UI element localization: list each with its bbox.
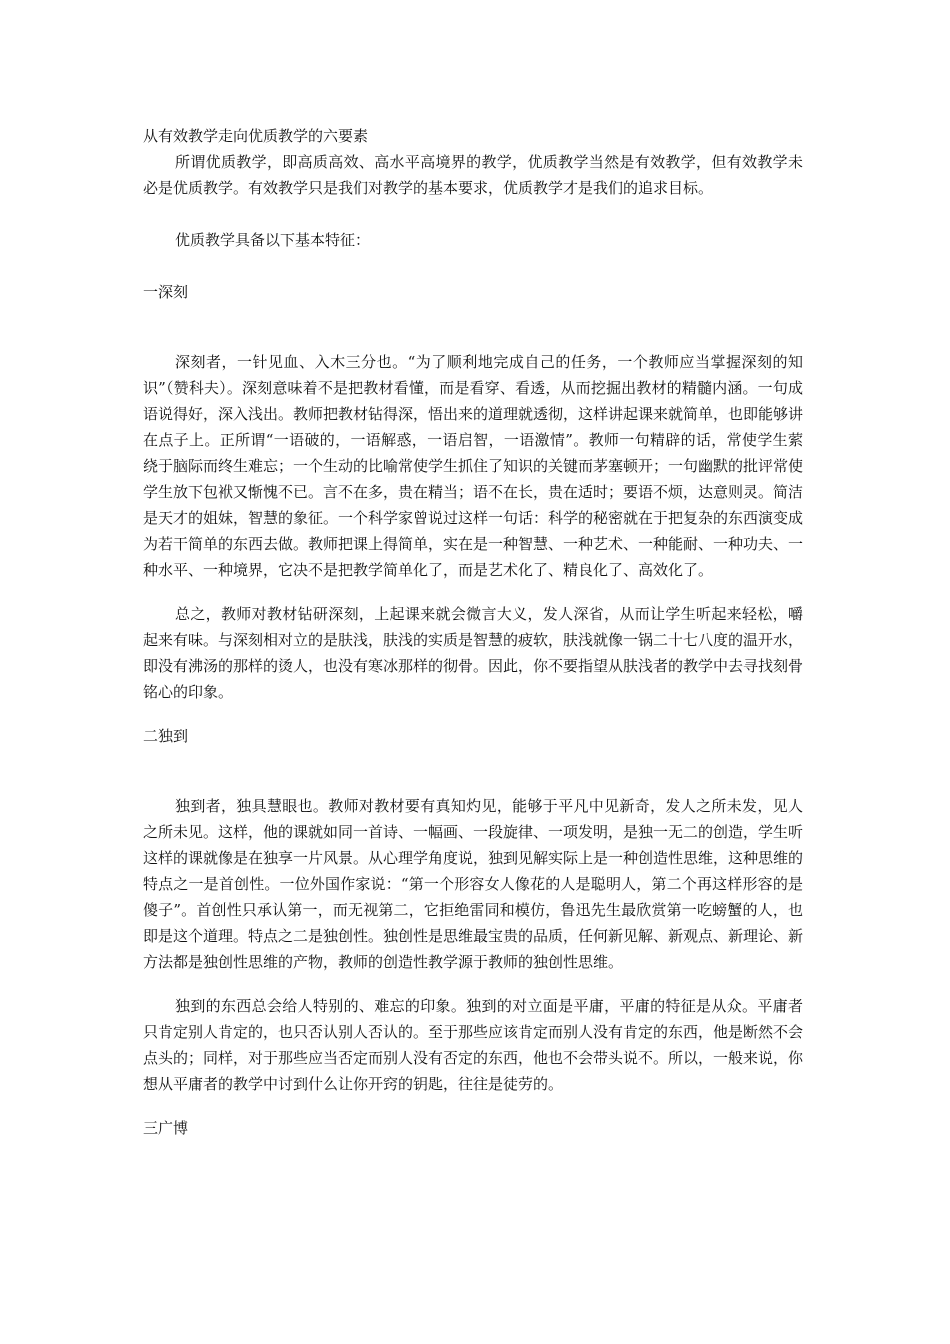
section-2-paragraph-2: 独到的东西总会给人特别的、难忘的印象。独到的对立面是平庸，平庸的特征是从众。平庸者只肯定别人肯定的，也只否认别人否认的。至于那些应该肯定而别人没有肯定的东西，他是断然不会点头的；同样，对于那些应当否定而别人没有否定的东西，他也不会带头说不。所以，一般来说，你想从平庸者的教学中讨到什么让你开窍的钥匙，往往是徒劳的。 [143,997,804,1093]
intro-paragraph: 所谓优质教学，即高质高效、高水平高境界的教学，优质教学当然是有效教学，但有效教学未必是优质教学。有效教学只是我们对教学的基本要求，优质教学才是我们的追求目标。 [143,153,803,197]
document-title: 从有效教学走向优质教学的六要素 [143,127,369,145]
section-heading-3: 三广博 [143,1119,189,1137]
spacer [143,253,803,279]
spacer [143,201,803,227]
spacer [143,975,803,993]
spacer [143,583,803,601]
section-heading-2: 二独到 [143,727,189,745]
section-1-paragraph-2: 总之，教师对教材钻研深刻，上起课来就会微言大义，发人深省，从而让学生听起来轻松，嚼起来有味。与深刻相对立的是肤浅，肤浅的实质是智慧的疲软，肤浅就像一锅二十七八度的温开水，即没有沸汤的那样的烫人，也没有寒冰那样的彻骨。因此，你不要指望从肤浅者的教学中去寻找刻骨铭心的印象。 [143,605,804,701]
spacer [143,1097,803,1115]
document-page [143,123,803,1141]
spacer [143,749,803,793]
spacer [143,305,803,349]
section-heading-1: 一深刻 [143,283,189,301]
section-2-paragraph-1: 独到者，独具慧眼也。教师对教材要有真知灼见，能够于平凡中见新奇，发人之所未发，见人之所未见。这样，他的课就如同一首诗、一幅画、一段旋律、一项发明，是独一无二的创造，学生听这样的课就像是在独享一片风景。从心理学角度说，独到见解实际上是一种创造性思维，这种思维的特点之一是首创性。一位外国作家说：“第一个形容女人像花的人是聪明人，第二个再这样形容的是傻子”。首创性只承认第一，而无视第二，它拒绝雷同和模仿，鲁迅先生最欣赏第一吃螃蟹的人，也即是这个道理。特点之二是独创性。独创性是思维最宝贵的品质，任何新见解、新观点、新理论、新方法都是独创性思维的产物，教师的创造性教学源于教师的独创性思维。 [143,797,804,971]
section-1-paragraph-1: 深刻者，一针见血、入木三分也。“为了顺利地完成自己的任务，一个教师应当掌握深刻的知识”（赞科夫）。深刻意味着不是把教材看懂，而是看穿、看透，从而挖掘出教材的精髓内涵。一句成语说得好，深入浅出。教师把教材钻得深，悟出来的道理就透彻，这样讲起课来就简单，也即能够讲在点子上。正所谓“一语破的，一语解惑，一语启智，一语激情”。教师一句精辟的话，常使学生萦绕于脑际而终生难忘；一个生动的比喻常使学生抓住了知识的关键而茅塞顿开；一句幽默的批评常使学生放下包袱又惭愧不已。言不在多，贵在精当；语不在长，贵在适时；要语不烦，达意则灵。简洁是天才的姐妹，智慧的象征。一个科学家曾说过这样一句话：科学的秘密就在于把复杂的东西演变成为若干简单的东西去做。教师把课上得简单，实在是一种智慧、一种艺术、一种能耐、一种功夫、一种水平、一种境界，它决不是把教学简单化了，而是艺术化了、精良化了、高效化了。 [143,353,804,579]
lead-paragraph: 优质教学具备以下基本特征： [175,231,371,249]
spacer [143,705,803,723]
